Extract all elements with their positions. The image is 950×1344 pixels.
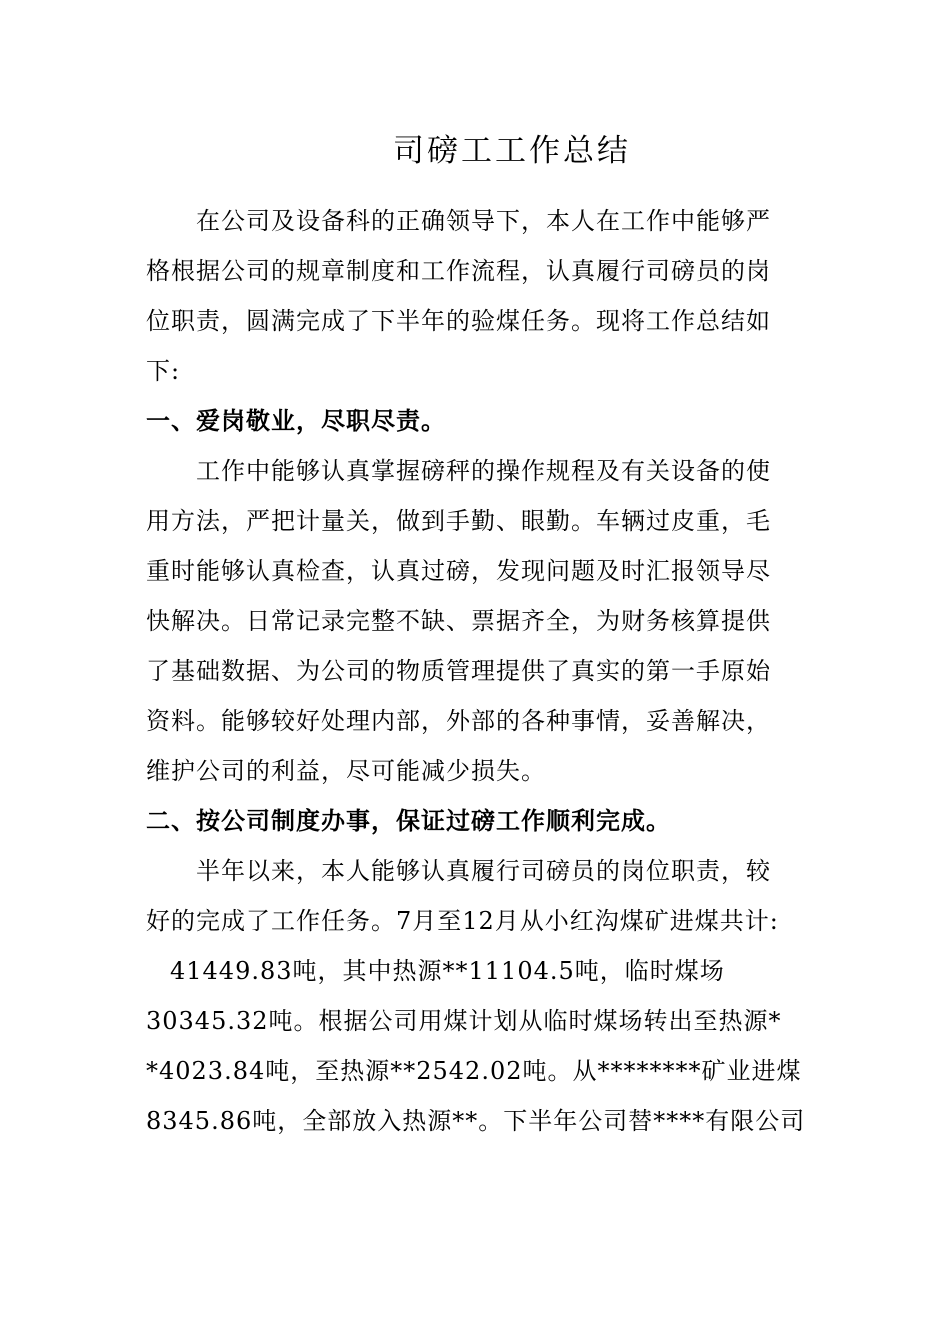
section-heading: 二、按公司制度办事，保证过磅工作顺利完成。: [146, 807, 671, 835]
paragraph-line: 在公司及设备科的正确领导下，本人在工作中能够严: [196, 207, 771, 235]
paragraph-line: 30345.32吨。根据公司用煤计划从临时煤场转出至热源*: [146, 1007, 782, 1035]
paragraph-line: 41449.83吨，其中热源**11104.5吨，临时煤场: [170, 957, 725, 985]
paragraph-line: 8345.86吨，全部放入热源**。下半年公司替****有限公司: [146, 1107, 806, 1135]
paragraph-line: 重时能够认真检查，认真过磅，发现问题及时汇报领导尽: [146, 557, 771, 585]
paragraph-line: 资料。能够较好处理内部，外部的各种事情，妥善解决，: [146, 707, 771, 735]
paragraph-line: 格根据公司的规章制度和工作流程，认真履行司磅员的岗: [146, 257, 771, 285]
paragraph-line: 了基础数据、为公司的物质管理提供了真实的第一手原始: [146, 657, 771, 685]
section-heading: 一、爱岗敬业，尽职尽责。: [146, 407, 446, 435]
document-title: 司磅工工作总结: [393, 133, 631, 169]
paragraph-line: 用方法，严把计量关，做到手勤、眼勤。车辆过皮重，毛: [146, 507, 771, 535]
paragraph-line: 快解决。日常记录完整不缺、票据齐全，为财务核算提供: [146, 607, 771, 635]
paragraph-line: *4023.84吨，至热源**2542.02吨。从********矿业进煤: [146, 1057, 802, 1085]
paragraph-line: 维护公司的利益，尽可能减少损失。: [146, 757, 546, 785]
paragraph-line: 下:: [146, 357, 181, 385]
paragraph-line: 位职责，圆满完成了下半年的验煤任务。现将工作总结如: [146, 307, 771, 335]
paragraph-line: 工作中能够认真掌握磅秤的操作规程及有关设备的使: [196, 457, 771, 485]
paragraph-line: 好的完成了工作任务。7月至12月从小红沟煤矿进煤共计:: [146, 907, 779, 935]
paragraph-line: 半年以来，本人能够认真履行司磅员的岗位职责，较: [196, 857, 771, 885]
